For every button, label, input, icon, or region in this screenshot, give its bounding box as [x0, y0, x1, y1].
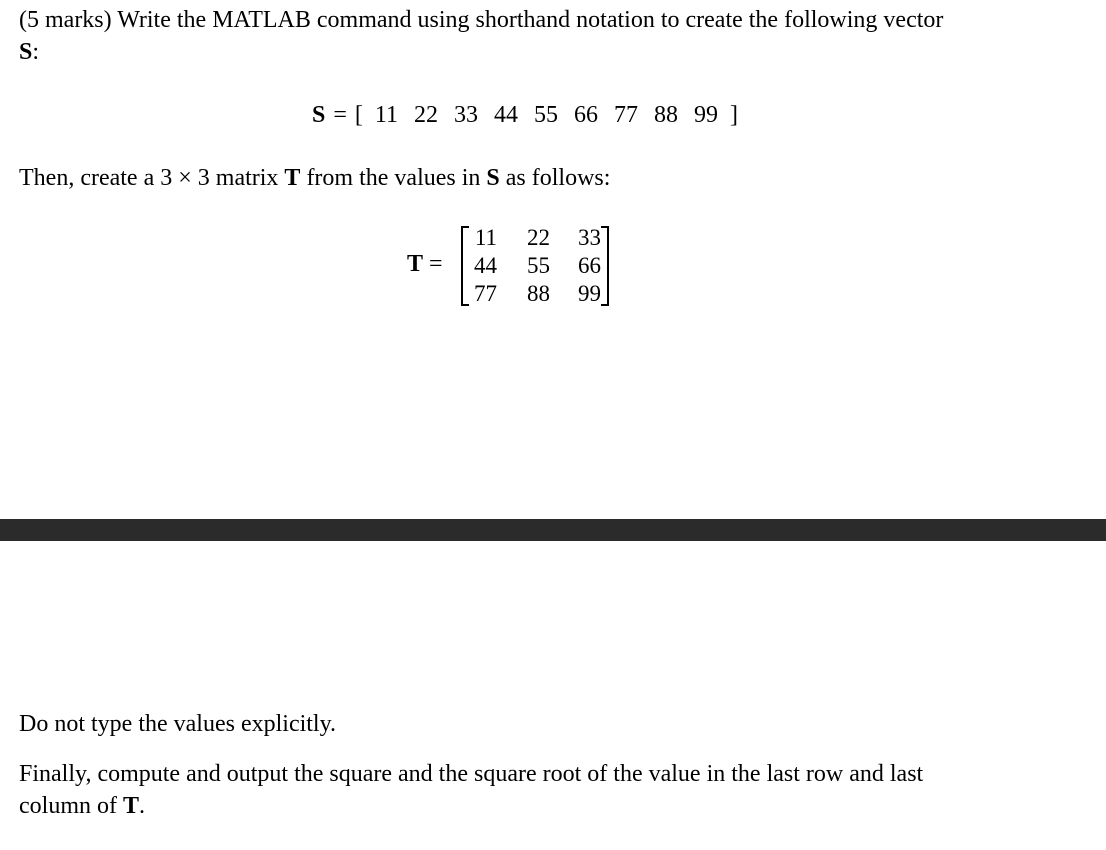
matrix-cell: 44 — [474, 253, 497, 278]
vector-s-value: 66 — [574, 102, 599, 128]
vector-s-equation — [312, 99, 738, 131]
then-text-part2: from the values in — [300, 165, 487, 191]
matrix-right-bracket — [601, 226, 609, 306]
final-text-pre: column of — [19, 793, 123, 819]
vector-s-value: 22 — [414, 102, 439, 128]
matrix-t-label — [407, 248, 443, 280]
vector-s-value: 33 — [454, 102, 479, 128]
matrix-cell: 77 — [474, 281, 497, 306]
vector-s-value: 88 — [654, 102, 679, 128]
matrix-cell: 88 — [527, 281, 550, 306]
matrix-name-t: T — [284, 165, 301, 191]
matrix-cell: 66 — [578, 253, 601, 278]
vector-s-value: 44 — [494, 102, 519, 128]
then-text-part1: Then, create a 3 × 3 matrix — [19, 165, 285, 191]
no-type-instruction: Do not type the values explicitly. — [19, 711, 337, 737]
vector-name-s: S — [19, 39, 33, 65]
vector-s-value: 99 — [694, 102, 719, 128]
period: . — [139, 793, 145, 819]
open-bracket: [ — [354, 102, 363, 128]
matrix-name-t: T — [122, 793, 139, 819]
vector-s-value: 55 — [534, 102, 559, 128]
question-text-line2 — [19, 36, 39, 68]
vector-s-label: S — [312, 102, 326, 128]
section-divider — [0, 519, 1106, 541]
matrix-cell: 11 — [474, 225, 497, 250]
final-instruction-line2 — [19, 790, 145, 822]
final-instruction-line1: Finally, compute and output the square and the square root of the value in the last row and last — [19, 761, 924, 787]
vector-s-value: 77 — [614, 102, 639, 128]
matrix-t-name: T — [407, 251, 424, 277]
matrix-cell: 33 — [578, 225, 601, 250]
equals-sign: = — [333, 102, 347, 128]
equals-sign: = — [429, 251, 443, 277]
vector-s-value: 11 — [374, 102, 399, 128]
then-instruction — [19, 162, 610, 194]
question-text-line1: (5 marks) Write the MATLAB command using shorthand notation to create the following vector — [19, 7, 944, 33]
matrix-cell: 99 — [578, 281, 601, 306]
then-text-part3: as follows: — [499, 165, 611, 191]
matrix-t — [461, 222, 609, 306]
matrix-cell: 22 — [527, 225, 550, 250]
matrix-cell: 55 — [527, 253, 550, 278]
close-bracket: ] — [730, 102, 739, 128]
vector-name-s: S — [486, 165, 500, 191]
colon: : — [32, 39, 40, 65]
